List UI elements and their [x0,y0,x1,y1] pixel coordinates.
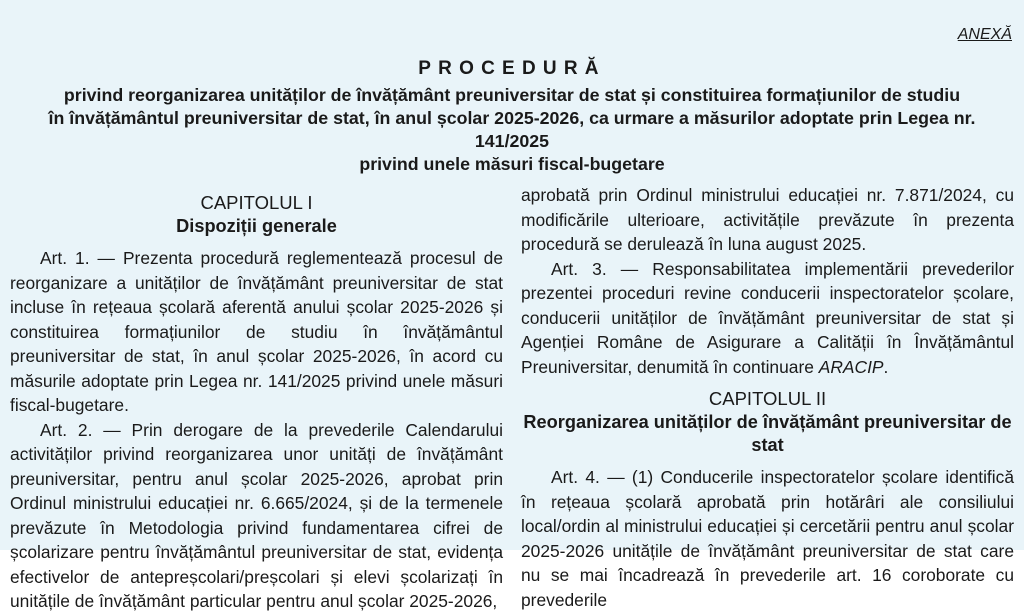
chapter-2-subheading: Reorganizarea unităților de învățământ preuniversitar de stat [523,412,1012,455]
article-3-period: . [883,356,889,377]
article-2-paragraph: Art. 2. — Prin derogare de la prevederile Calendarului activităților privind reorganizarea unor unități de învățământ preuniversitar, pentru anul școlar 2025-2026, aprobat prin Ordinul ministrului educației nr. 6.665/2024, și de la termenele prevăzute în Metodologia privind fundamentarea cifrei de școlarizare pentru învățământul preuniversitar de stat, evidența efectivelor de antepreșcolari/preșcolari și elevi școlarizați în unitățile de învățământ particular pentru anul școlar 2025-2026, [10,419,503,611]
aracip-abbreviation: ARACIP [818,356,884,377]
article-4-paragraph: Art. 4. — (1) Conducerile inspectoratelor școlare identifică în rețeaua școlară aprobată prin hotărâri ale consiliului local/ordin al ministrului educației și cercetării pentru anul școlar 2025-2026 unitățile de învățământ preuniversitar de stat care nu se mai încadrează în prevederile art. 16 coroborate cu prevederile [521,467,1014,610]
subtitle-line-3: privind unele măsuri fiscal-bugetare [359,154,665,174]
subtitle-line-2: în învățământul preuniversitar de stat, în anul școlar 2025-2026, ca urmare a măsurilor adoptate prin Legea nr. 141/2025 [48,108,976,151]
document-subtitle [10,84,1014,176]
article-3-paragraph [521,257,1014,380]
left-column [10,183,503,614]
two-column-body [10,183,1014,614]
document-header [10,58,1014,176]
chapter-2-heading: CAPITOLUL II [708,388,827,409]
chapter-1-heading: CAPITOLUL I [200,192,313,213]
subtitle-line-1: privind reorganizarea unităților de învățământ preuniversitar de stat și constituirea formațiunilor de studiu [63,85,961,105]
article-1-paragraph: Art. 1. — Prezenta procedură reglementează procesul de reorganizare a unităților de învățământ preuniversitar de stat incluse în rețeaua școlară aferentă anului școlar 2025-2026 și constituirea formațiunilor de studiu în învățământul preuniversitar de stat, în anul școlar 2025-2026, în acord cu măsurile adoptate prin Legea nr. 141/2025 privind unele măsuri fiscal-bugetare. [10,248,503,415]
annex-label: ANEXĂ [957,26,1012,43]
chapter-1-subheading: Dispoziții generale [176,216,337,236]
article-2-continuation-paragraph: aprobată prin Ordinul ministrului educației nr. 7.871/2024, cu modificările ulterioare, activitățile prevăzute în prezenta procedură se derulează în luna august 2025. [521,185,1014,254]
document-title: PROCEDURĂ [418,58,606,79]
right-column [521,183,1014,614]
article-3-text: Art. 3. — Responsabilitatea implementării prevederilor prezentei proceduri revine conducerii inspectoratelor școlare, conducerii unităților de învățământ preuniversitar de stat și Agenției Române de Asigurare a Calității în Învățământul Preuniversitar, denumită în continuare [521,258,1014,377]
